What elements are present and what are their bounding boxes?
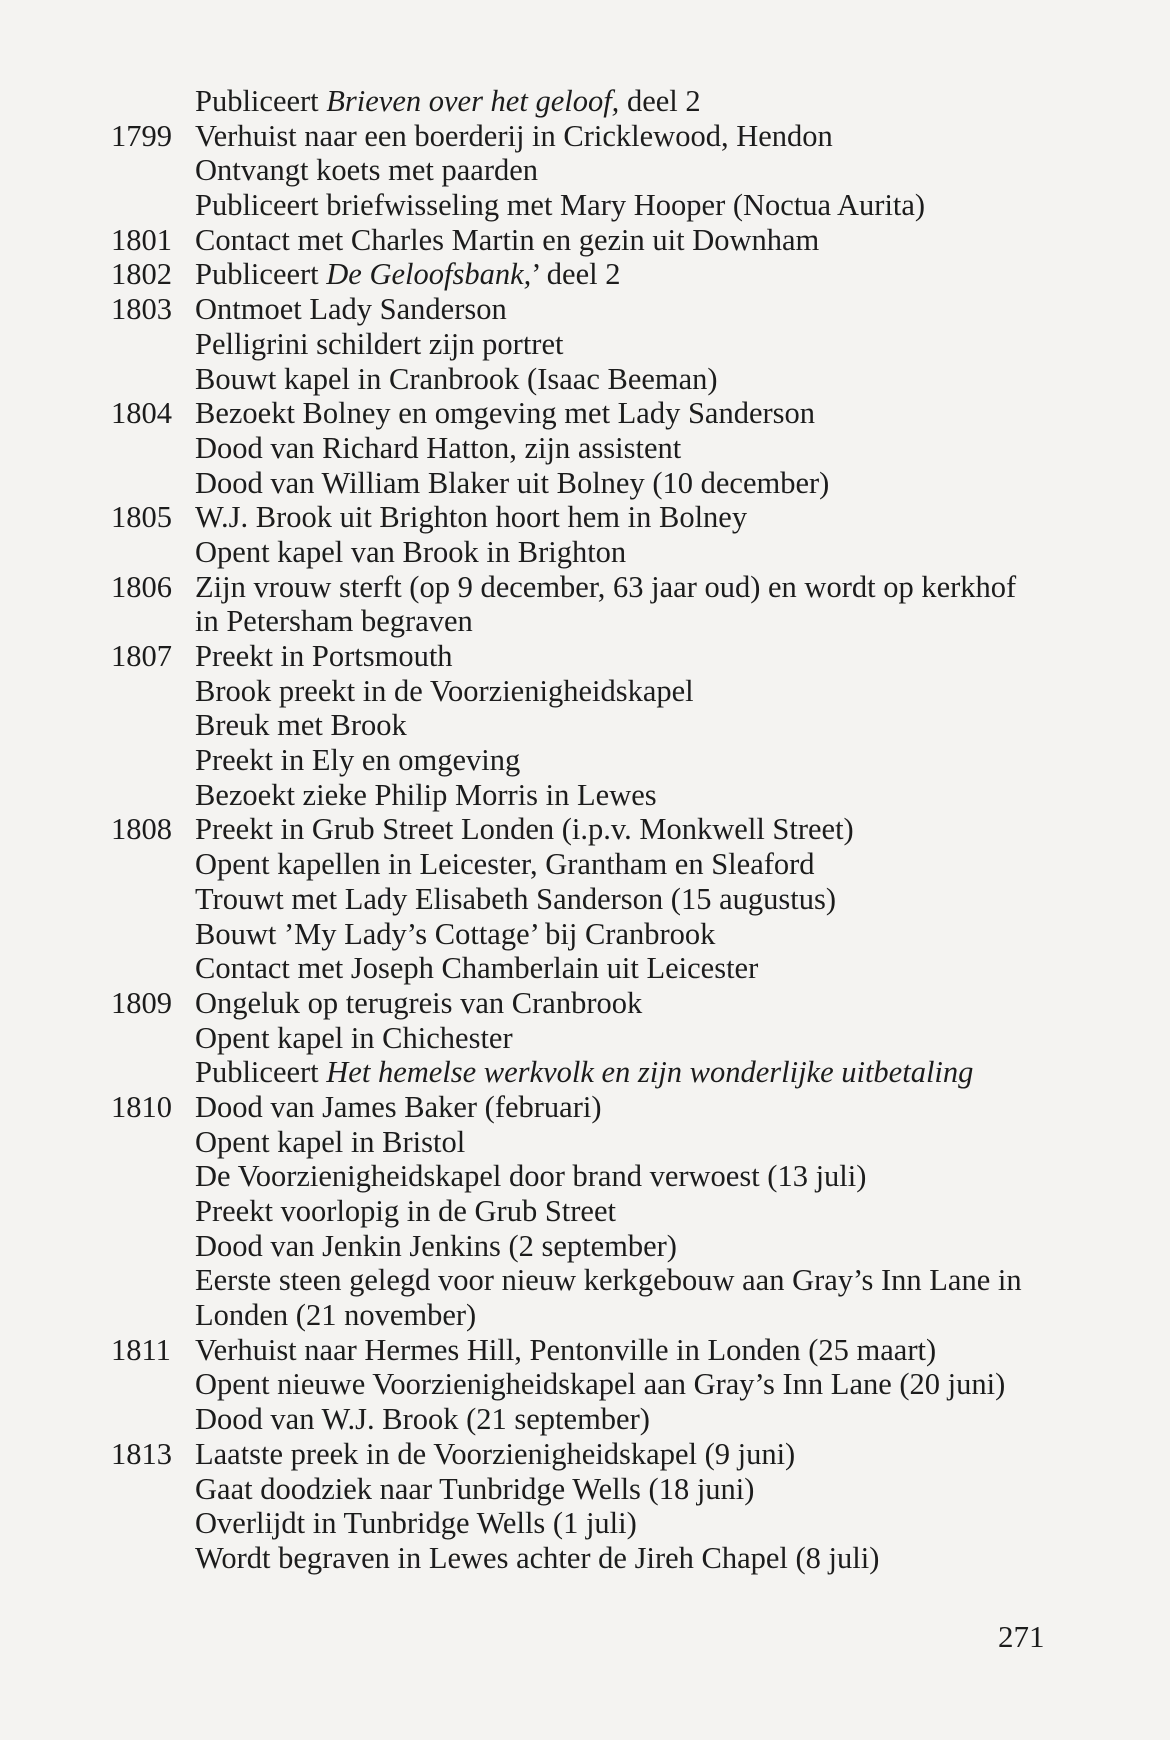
chronology-year	[111, 1263, 195, 1298]
chronology-row	[0, 1021, 1170, 1056]
chronology-text-part: Brook preekt in de Voorzienigheidskapel	[195, 673, 694, 708]
chronology-text-part: Dood van James Baker (februari)	[195, 1089, 602, 1124]
chronology-year	[111, 1159, 195, 1194]
chronology-text	[195, 1159, 866, 1194]
chronology-text	[195, 1090, 602, 1125]
chronology-text-part: Publiceert briefwisseling met Mary Hooper (Noctua Aurita)	[195, 188, 926, 223]
chronology-row	[0, 188, 1170, 223]
chronology-text-part: Gaat doodziek naar Tunbridge Wells (18 juni)	[195, 1471, 755, 1506]
chronology-text-part: Dood van Jenkin Jenkins (2 september)	[195, 1228, 677, 1263]
chronology-year	[111, 708, 195, 743]
chronology-row	[0, 778, 1170, 813]
chronology-row	[0, 535, 1170, 570]
chronology-text-part: Publiceert	[195, 1055, 327, 1090]
chronology-row	[0, 223, 1170, 258]
chronology-row	[0, 1125, 1170, 1160]
chronology-text	[195, 1506, 637, 1541]
chronology-row	[0, 84, 1170, 119]
chronology-text	[195, 1298, 476, 1333]
chronology-row	[0, 362, 1170, 397]
chronology-year	[111, 778, 195, 813]
chronology-text-part: Trouwt met Lady Elisabeth Sanderson (15 augustus)	[195, 881, 836, 916]
chronology-year: 1807	[111, 639, 172, 673]
chronology-row	[0, 708, 1170, 743]
chronology-row	[0, 1506, 1170, 1541]
chronology-year: 1805	[111, 500, 172, 535]
chronology-row	[0, 1367, 1170, 1402]
chronology-text	[195, 1021, 513, 1056]
chronology-year	[111, 951, 195, 986]
chronology-text	[195, 1055, 973, 1090]
chronology-text	[195, 223, 819, 258]
chronology-year	[111, 1125, 195, 1160]
chronology-year: 1801	[111, 222, 172, 257]
chronology-text	[195, 708, 407, 743]
chronology-text-part: Verhuist naar Hermes Hill, Pentonville in Londen (25 maart)	[195, 1332, 937, 1367]
chronology-text	[195, 639, 453, 674]
chronology-year: 1804	[111, 396, 172, 431]
chronology-text-part: Publiceert	[195, 257, 327, 292]
chronology-year	[111, 466, 195, 501]
chronology-year: 1806	[111, 569, 172, 604]
chronology-row	[0, 1402, 1170, 1437]
chronology-year	[111, 431, 195, 466]
chronology-text-part: Ontvangt koets met paarden	[195, 153, 539, 188]
chronology-year: 1803	[111, 292, 172, 327]
chronology-year	[111, 917, 195, 952]
chronology-text	[195, 1263, 1022, 1298]
chronology-text	[195, 84, 701, 119]
chronology-year	[111, 1194, 195, 1229]
chronology-row	[0, 1055, 1170, 1090]
chronology-year	[111, 674, 195, 709]
chronology-text-part: Verhuist naar een boerderij in Cricklewood, Hendon	[195, 118, 833, 153]
chronology-text	[195, 847, 815, 882]
chronology-text	[195, 1125, 465, 1160]
chronology-year	[111, 153, 195, 188]
chronology-text-part: Bouwt ’My Lady’s Cottage’ bij Cranbrook	[195, 916, 716, 951]
chronology-row	[0, 500, 1170, 535]
chronology-text-part: W.J. Brook uit Brighton hoort hem in Bolney	[195, 500, 748, 535]
chronology-row	[0, 1090, 1170, 1125]
chronology-text	[195, 812, 854, 847]
chronology-year	[111, 1506, 195, 1541]
chronology-title: De Geloofsbank,	[326, 257, 532, 292]
chronology-text-part: Dood van Richard Hatton, zijn assistent	[195, 430, 682, 465]
chronology-text	[195, 119, 833, 154]
chronology-text-part: Opent kapel in Bristol	[195, 1124, 466, 1159]
chronology-text	[195, 604, 473, 639]
chronology-text-part: deel 2	[619, 84, 701, 118]
chronology-text-part: Ongeluk op terugreis van Cranbrook	[195, 985, 643, 1020]
chronology-text	[195, 257, 620, 292]
chronology-year	[111, 362, 195, 397]
chronology-row	[0, 292, 1170, 327]
chronology-year	[111, 535, 195, 570]
chronology-row	[0, 1263, 1170, 1298]
chronology-text	[195, 500, 747, 535]
chronology-year	[111, 882, 195, 917]
chronology-text-part: ’ deel 2	[531, 257, 621, 292]
chronology-text	[195, 1367, 1005, 1402]
chronology-text-part: Bezoekt Bolney en omgeving met Lady Sanderson	[195, 396, 816, 431]
chronology-row	[0, 917, 1170, 952]
chronology-text-part: Preekt in Portsmouth	[195, 639, 453, 673]
chronology-text	[195, 674, 694, 709]
chronology-title: Brieven over het geloof,	[326, 84, 620, 118]
chronology-year	[111, 1298, 195, 1333]
chronology-text-part: Ontmoet Lady Sanderson	[195, 292, 507, 327]
chronology-text	[195, 1472, 754, 1507]
chronology-text	[195, 917, 715, 952]
chronology-text-part: Eerste steen gelegd voor nieuw kerkgebouw aan Gray’s Inn Lane in	[195, 1263, 1022, 1298]
chronology-text-part: Overlijdt in Tunbridge Wells (1 juli)	[195, 1506, 637, 1541]
chronology-year	[111, 1541, 195, 1576]
chronology-text-part: Contact met Charles Martin en gezin uit Downham	[195, 222, 820, 257]
chronology-year	[111, 84, 195, 119]
chronology-row	[0, 327, 1170, 362]
chronology-year	[111, 847, 195, 882]
chronology-text-part: Opent kapel van Brook in Brighton	[195, 534, 627, 569]
chronology-row	[0, 882, 1170, 917]
chronology-row	[0, 847, 1170, 882]
chronology-text	[195, 396, 815, 431]
chronology-title: Het hemelse werkvolk en zijn wonderlijke uitbetaling	[326, 1055, 974, 1090]
chronology-text	[195, 1229, 677, 1264]
chronology-text-part: Contact met Joseph Chamberlain uit Leicester	[195, 951, 759, 986]
chronology-text	[195, 986, 642, 1021]
chronology-row	[0, 466, 1170, 501]
chronology-row	[0, 812, 1170, 847]
chronology-text-part: Zijn vrouw sterft (op 9 december, 63 jaar oud) en wordt op kerkhof	[195, 569, 1017, 604]
chronology-year	[111, 1021, 195, 1056]
chronology-year	[111, 743, 195, 778]
chronology-text-part: De Voorzienigheidskapel door brand verwoest (13 juli)	[195, 1159, 867, 1194]
chronology-year: 1813	[111, 1436, 172, 1471]
chronology-text-part: Publiceert	[195, 84, 327, 118]
chronology-year	[111, 327, 195, 362]
chronology-text-part: Preekt voorlopig in de Grub Street	[195, 1194, 616, 1228]
chronology-text	[195, 362, 718, 397]
chronology-text	[195, 327, 563, 362]
chronology-year	[111, 188, 195, 223]
chronology-text	[195, 431, 681, 466]
chronology-row	[0, 1437, 1170, 1472]
chronology-year: 1810	[111, 1089, 172, 1124]
chronology-text-part: Laatste preek in de Voorzienigheidskapel (9 juni)	[195, 1436, 796, 1471]
chronology-text	[195, 1194, 616, 1229]
chronology-text-part: Opent nieuwe Voorzienigheidskapel aan Gray’s Inn Lane (20 juni)	[195, 1367, 1006, 1402]
chronology-row	[0, 1159, 1170, 1194]
chronology-row	[0, 1541, 1170, 1576]
chronology-row	[0, 153, 1170, 188]
chronology-row	[0, 119, 1170, 154]
chronology-text	[195, 1402, 650, 1437]
chronology-row	[0, 396, 1170, 431]
chronology-year	[111, 1472, 195, 1507]
chronology-row	[0, 1333, 1170, 1368]
chronology-row	[0, 257, 1170, 292]
chronology-row	[0, 1229, 1170, 1264]
chronology-year: 1808	[111, 812, 172, 847]
chronology-row	[0, 986, 1170, 1021]
chronology-row	[0, 674, 1170, 709]
chronology-text-part: in Petersham begraven	[195, 604, 473, 639]
chronology-year: 1802	[111, 257, 172, 292]
chronology-text-part: Opent kapellen in Leicester, Grantham en Sleaford	[195, 847, 815, 882]
chronology-text-part: Pelligrini schildert zijn portret	[195, 326, 564, 361]
chronology-text	[195, 778, 657, 813]
chronology-text	[195, 1437, 795, 1472]
chronology-text-part: Bezoekt zieke Philip Morris in Lewes	[195, 777, 657, 812]
chronology-row	[0, 951, 1170, 986]
chronology-text-part: Bouwt kapel in Cranbrook (Isaac Beeman)	[195, 361, 718, 396]
chronology-text	[195, 882, 836, 917]
chronology-row	[0, 1472, 1170, 1507]
chronology-text	[195, 951, 758, 986]
chronology-row	[0, 604, 1170, 639]
chronology-year: 1799	[111, 118, 172, 153]
chronology-row	[0, 431, 1170, 466]
chronology-text	[195, 188, 925, 223]
chronology-list	[0, 84, 1170, 1576]
chronology-year	[111, 1229, 195, 1264]
chronology-year: 1811	[111, 1332, 171, 1367]
chronology-row	[0, 639, 1170, 674]
chronology-row	[0, 743, 1170, 778]
chronology-row	[0, 570, 1170, 605]
chronology-year	[111, 1367, 195, 1402]
chronology-text	[195, 535, 626, 570]
chronology-text	[195, 1541, 879, 1576]
chronology-text	[195, 743, 520, 778]
chronology-text-part: Londen (21 november)	[195, 1298, 477, 1333]
chronology-text-part: Preekt in Ely en omgeving	[195, 743, 521, 778]
chronology-text-part: Dood van W.J. Brook (21 september)	[195, 1402, 650, 1437]
chronology-text-part: Breuk met Brook	[195, 708, 407, 743]
page-number: 271	[998, 1619, 1045, 1654]
chronology-text	[195, 570, 1016, 605]
chronology-year: 1809	[111, 985, 172, 1020]
chronology-text-part: Dood van William Blaker uit Bolney (10 december)	[195, 465, 830, 500]
chronology-year	[111, 604, 195, 639]
chronology-text	[195, 466, 829, 501]
chronology-text-part: Preekt in Grub Street Londen (i.p.v. Monkwell Street)	[195, 812, 854, 847]
chronology-row	[0, 1298, 1170, 1333]
chronology-year	[111, 1402, 195, 1437]
chronology-text-part: Opent kapel in Chichester	[195, 1020, 513, 1055]
chronology-row	[0, 1194, 1170, 1229]
chronology-text	[195, 292, 507, 327]
chronology-text	[195, 153, 538, 188]
chronology-year	[111, 1055, 195, 1090]
chronology-text	[195, 1333, 936, 1368]
chronology-text-part: Wordt begraven in Lewes achter de Jireh Chapel (8 juli)	[195, 1540, 880, 1575]
